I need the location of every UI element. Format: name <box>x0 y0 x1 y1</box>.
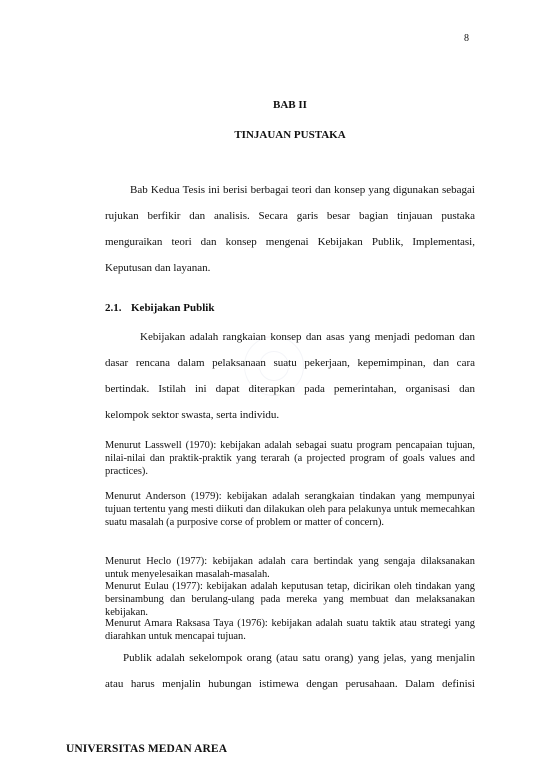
definition-lasswell: Menurut Lasswell (1970): kebijakan adalah sebagai suatu program pencapaian tujuan, nilai-nilai dan praktik-praktik yang terarah (a projected program of goals values and practices). <box>105 440 475 477</box>
intro-line: menguraikan teori dan konsep mengenai Kebijakan Publik, Implementasi, <box>105 236 475 248</box>
closing-line: atau harus menjalin hubungan istimewa dengan perusahaan. Dalam definisi <box>105 678 475 690</box>
definition-amara-raksasa-taya: Menurut Amara Raksasa Taya (1976): kebijakan adalah suatu taktik atau strategi yang diarahkan untuk mencapai tujuan. <box>105 618 475 642</box>
intro-paragraph <box>105 177 475 281</box>
closing-paragraph <box>105 645 475 697</box>
section-line: Kebijakan adalah rangkaian konsep dan asas yang menjadi pedoman dan <box>140 331 475 343</box>
definition-anderson: Menurut Anderson (1979): kebijakan adalah serangkaian tindakan yang mempunyai tujuan tertentu yang mesti diikuti dan dilakukan oleh para pelakunya untuk memecahkan suatu masalah (a purposive corse of problem or matter of concern). <box>105 491 475 528</box>
closing-line: Publik adalah sekelompok orang (atau satu orang) yang jelas, yang menjalin <box>123 652 475 664</box>
definition-eulau: Menurut Eulau (1977): kebijakan adalah keputusan tetap, dicirikan oleh tindakan yang bersinambung dan berulang-ulang pada mereka yang membuat dan melaksanakan kebijakan. <box>105 581 475 618</box>
chapter-title: TINJAUAN PUSTAKA <box>234 129 346 141</box>
intro-line: rujukan berfikir dan analisis. Secara garis besar bagian tinjauan pustaka <box>105 210 475 222</box>
section-line: dasar rencana dalam pelaksanaan suatu pekerjaan, kepemimpinan, dan cara <box>105 357 475 369</box>
intro-line: Bab Kedua Tesis ini berisi berbagai teori dan konsep yang digunakan sebagai <box>130 184 475 196</box>
intro-line: Keputusan dan layanan. <box>105 262 211 274</box>
section-title: Kebijakan Publik <box>131 302 215 314</box>
page-number: 8 <box>464 33 469 44</box>
chapter-label: BAB II <box>273 99 307 111</box>
definition-heclo: Menurut Heclo (1977): kebijakan adalah cara bertindak yang sengaja dilaksanakan untuk menyelesaikan masalah-masalah. <box>105 556 475 580</box>
section-paragraph <box>105 324 475 428</box>
section-line: bertindak. Istilah ini dapat diterapkan pada pemerintahan, organisasi dan <box>105 383 475 395</box>
section-heading <box>105 302 214 314</box>
section-number: 2.1. <box>105 302 122 314</box>
university-footer: UNIVERSITAS MEDAN AREA <box>66 743 228 755</box>
section-line: kelompok sektor swasta, serta individu. <box>105 409 280 421</box>
